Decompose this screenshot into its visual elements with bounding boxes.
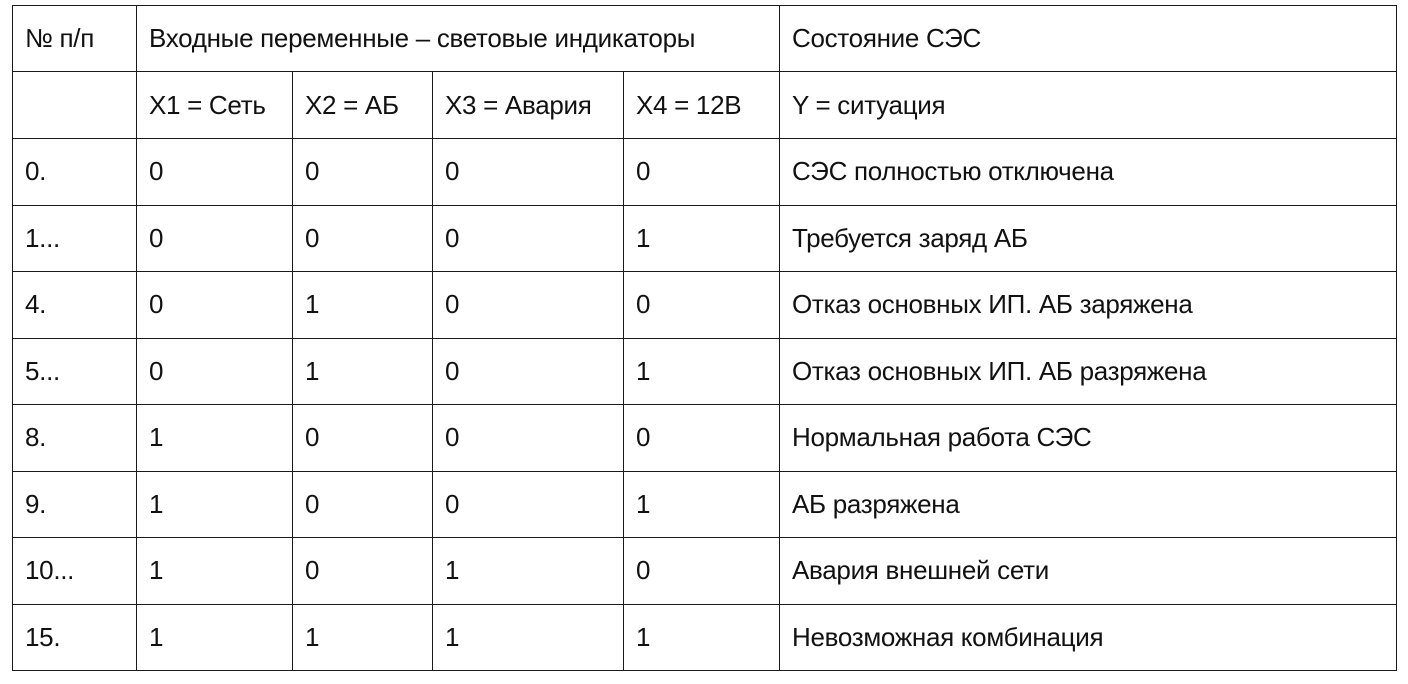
state-table-container [12, 5, 1396, 671]
cell-y: Отказ основных ИП. АБ заряжена [780, 272, 1397, 339]
table-row [13, 338, 1397, 405]
cell-x3: 1 [433, 604, 624, 671]
cell-x4: 0 [624, 538, 780, 605]
cell-x1: 0 [137, 205, 293, 272]
cell-x4: 0 [624, 405, 780, 472]
state-table [12, 5, 1397, 671]
cell-x1: 1 [137, 471, 293, 538]
cell-x3: 0 [433, 272, 624, 339]
cell-x2: 0 [293, 538, 433, 605]
table-row [13, 272, 1397, 339]
cell-y: Нормальная работа СЭС [780, 405, 1397, 472]
cell-x4: 1 [624, 471, 780, 538]
cell-x3: 0 [433, 139, 624, 206]
cell-num: 4. [13, 272, 137, 339]
cell-x1: 0 [137, 272, 293, 339]
cell-num: 8. [13, 405, 137, 472]
subheader-x3: X3 = Авария [433, 72, 624, 139]
subheader-row [13, 72, 1397, 139]
cell-num: 0. [13, 139, 137, 206]
subheader-num-empty [13, 72, 137, 139]
cell-x1: 1 [137, 604, 293, 671]
cell-x3: 0 [433, 471, 624, 538]
cell-x1: 0 [137, 338, 293, 405]
cell-x4: 1 [624, 205, 780, 272]
cell-y: Отказ основных ИП. АБ разряжена [780, 338, 1397, 405]
table-row [13, 471, 1397, 538]
cell-y: Невозможная комбинация [780, 604, 1397, 671]
cell-y: Авария внешней сети [780, 538, 1397, 605]
cell-x2: 1 [293, 272, 433, 339]
cell-x3: 1 [433, 538, 624, 605]
header-state: Состояние СЭС [780, 6, 1397, 72]
cell-num: 9. [13, 471, 137, 538]
table-row [13, 139, 1397, 206]
table-row [13, 405, 1397, 472]
table-row [13, 604, 1397, 671]
cell-x2: 1 [293, 604, 433, 671]
cell-x4: 0 [624, 139, 780, 206]
cell-y: Требуется заряд АБ [780, 205, 1397, 272]
cell-x2: 0 [293, 471, 433, 538]
cell-x1: 1 [137, 538, 293, 605]
subheader-x2: X2 = АБ [293, 72, 433, 139]
cell-x3: 0 [433, 205, 624, 272]
cell-y: АБ разряжена [780, 471, 1397, 538]
subheader-x4: X4 = 12В [624, 72, 780, 139]
subheader-y: Y = ситуация [780, 72, 1397, 139]
header-num: № п/п [13, 6, 137, 72]
table-row [13, 538, 1397, 605]
header-inputs: Входные переменные – световые индикаторы [137, 6, 780, 72]
cell-num: 1... [13, 205, 137, 272]
cell-x4: 0 [624, 272, 780, 339]
cell-num: 5... [13, 338, 137, 405]
cell-y: СЭС полностью отключена [780, 139, 1397, 206]
cell-x2: 0 [293, 405, 433, 472]
cell-x4: 1 [624, 338, 780, 405]
cell-x4: 1 [624, 604, 780, 671]
cell-x3: 0 [433, 405, 624, 472]
subheader-x1: X1 = Сеть [137, 72, 293, 139]
table-row [13, 205, 1397, 272]
header-row [13, 6, 1397, 72]
cell-num: 10... [13, 538, 137, 605]
cell-x2: 1 [293, 338, 433, 405]
cell-x2: 0 [293, 205, 433, 272]
cell-num: 15. [13, 604, 137, 671]
cell-x3: 0 [433, 338, 624, 405]
cell-x2: 0 [293, 139, 433, 206]
cell-x1: 0 [137, 139, 293, 206]
cell-x1: 1 [137, 405, 293, 472]
